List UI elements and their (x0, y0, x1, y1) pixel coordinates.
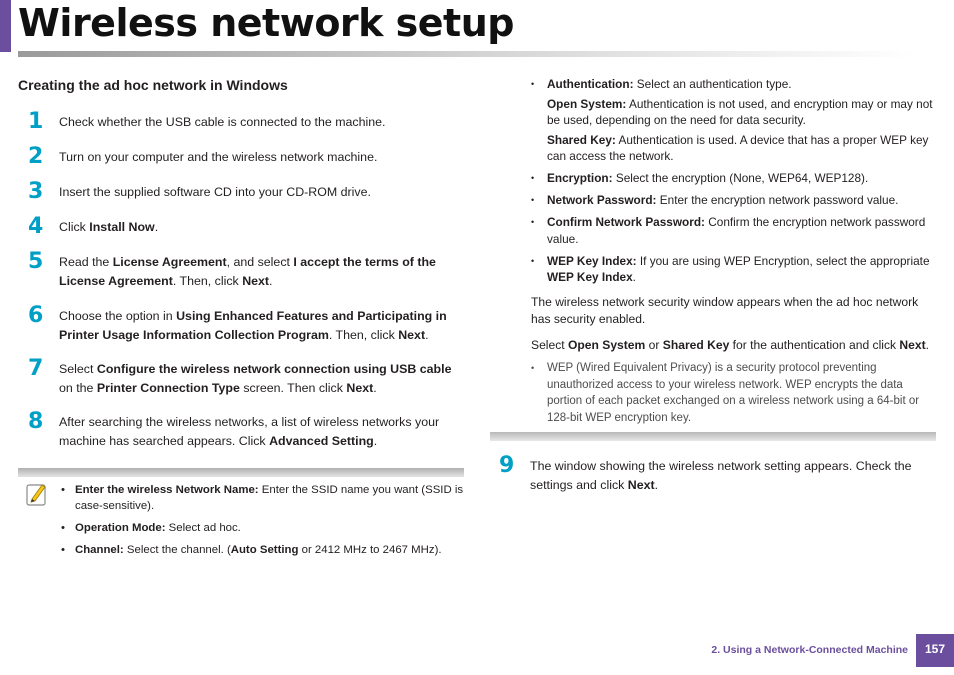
note-box (18, 468, 464, 568)
note-divider (18, 468, 464, 477)
wep-note: • WEP (Wired Equivalent Privacy) is a security protocol preventing unauthorized access to your wireless network. WEP encrypts the data portion of each packet exchanged on a wireless network using a 64-bit or 128-bit WEP encryption key. (531, 360, 937, 426)
right-column (531, 76, 937, 426)
note-list (61, 482, 464, 564)
option-detail: Shared Key: Authentication is used. A device that has a proper WEP key can access the network. (547, 132, 929, 163)
step-text: Check whether the USB cable is connected to the machine. (59, 115, 386, 129)
step-number: 4 (28, 214, 44, 239)
step-text: Insert the supplied software CD into your CD-ROM drive. (59, 185, 371, 199)
security-option: • WEP Key Index: If you are using WEP Encryption, select the appropriate WEP Key Index. (531, 253, 937, 286)
step-text: Read the License Agreement, and select I accept the terms of the License Agreement. Then, click Next. (59, 255, 436, 288)
security-option: • Encryption: Select the encryption (None, WEP64, WEP128). (531, 170, 937, 187)
step-text: Click Install Now. (59, 220, 159, 234)
note-item: • Channel: Select the channel. (Auto Setting or 2412 MHz to 2467 MHz). (61, 542, 464, 558)
note-item: • Operation Mode: Select ad hoc. (61, 520, 464, 536)
step-number: 9 (499, 453, 515, 478)
footer-section-label: 2. Using a Network-Connected Machine (711, 644, 908, 656)
right-paragraphs (531, 294, 937, 355)
step-text: Choose the option in Using Enhanced Features and Participating in Printer Usage Information Collection Program. Then, click Next. (59, 309, 447, 342)
section-accent-bar (0, 0, 11, 52)
note-pencil-icon (26, 482, 48, 506)
step-text: Turn on your computer and the wireless network machine. (59, 150, 378, 164)
step9-divider (490, 432, 936, 441)
page-title: Wireless network setup (18, 1, 514, 45)
step-number: 6 (28, 303, 44, 328)
security-options-list (531, 76, 937, 286)
step-number: 7 (28, 356, 44, 381)
option-detail: Open System: Authentication is not used, and encryption may or may not be used, depending on the need for data security. (547, 96, 933, 127)
step-number: 8 (28, 409, 44, 434)
step-number: 2 (28, 144, 44, 169)
paragraph: Select Open System or Shared Key for the authentication and click Next. (531, 337, 929, 352)
step-number: 1 (28, 109, 44, 134)
step-text: The window showing the wireless network setting appears. Check the settings and click Next. (530, 459, 912, 492)
paragraph: The wireless network security window appears when the ad hoc network has security enabled. (531, 294, 919, 326)
note-item: • Enter the wireless Network Name: Enter the SSID name you want (SSID is case-sensitive). (61, 482, 464, 514)
security-option: • Confirm Network Password: Confirm the encryption network password value. (531, 214, 937, 247)
section-heading: Creating the ad hoc network in Windows (18, 77, 288, 93)
wep-note-list (531, 360, 937, 426)
page-number: 157 (916, 634, 954, 667)
security-option: • Authentication: Select an authentication type. Open System: Authentication is not used, and encryption may or may not be used, depending on the need for data security. Shared Key: Authentication is used. A device that has a proper WEP key can access the network. (531, 76, 937, 165)
step-number: 5 (28, 249, 44, 274)
step-number: 3 (28, 179, 44, 204)
step-text: After searching the wireless networks, a list of wireless networks your machine has searched appears. Click Advanced Setting. (59, 415, 440, 448)
step-text: Select Configure the wireless network connection using USB cable on the Printer Connection Type screen. Then click Next. (59, 362, 452, 395)
security-option: • Network Password: Enter the encryption network password value. (531, 192, 937, 209)
title-divider (18, 51, 916, 57)
